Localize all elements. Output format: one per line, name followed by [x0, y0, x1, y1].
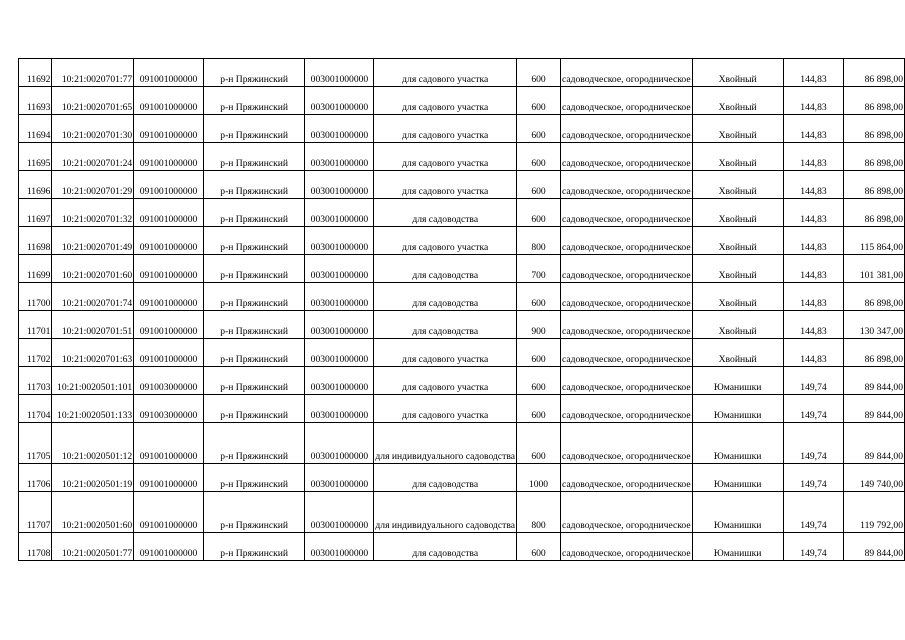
area-cell: 800	[517, 227, 561, 255]
okato-code-cell: 091001000000	[134, 115, 204, 143]
specific-value-cell: 144,83	[783, 311, 844, 339]
table-row	[19, 255, 905, 283]
settlement-cell: Юманишки	[692, 464, 783, 492]
row-number-cell: 11700	[19, 283, 52, 311]
table-row	[19, 311, 905, 339]
land-category-cell: садоводческое, огородническое	[561, 255, 693, 283]
specific-value-cell: 144,83	[783, 199, 844, 227]
row-number-cell: 11705	[19, 423, 52, 464]
cadastral-value-cell: 86 898,00	[844, 115, 905, 143]
cadastral-number-cell: 10:21:0020501:101	[52, 367, 134, 395]
specific-value-cell: 144,83	[783, 227, 844, 255]
table-row	[19, 492, 905, 533]
permitted-use-cell: для садоводства	[374, 199, 517, 227]
settlement-cell: Хвойный	[692, 283, 783, 311]
permitted-use-cell: для садового участка	[374, 115, 517, 143]
specific-value-cell: 149,74	[783, 395, 844, 423]
cadastral-value-cell: 86 898,00	[844, 87, 905, 115]
area-cell: 600	[517, 395, 561, 423]
land-category-cell: садоводческое, огородническое	[561, 115, 693, 143]
okato-code-cell: 091001000000	[134, 87, 204, 115]
area-cell: 600	[517, 87, 561, 115]
land-category-cell: садоводческое, огородническое	[561, 311, 693, 339]
specific-value-cell: 149,74	[783, 533, 844, 561]
table-row	[19, 59, 905, 87]
cadastral-number-cell: 10:21:0020701:49	[52, 227, 134, 255]
classifier-code-cell: 003001000000	[305, 367, 374, 395]
okato-code-cell: 091001000000	[134, 171, 204, 199]
cadastral-number-cell: 10:21:0020701:74	[52, 283, 134, 311]
classifier-code-cell: 003001000000	[305, 143, 374, 171]
table-row	[19, 533, 905, 561]
district-cell: р-н Пряжинский	[203, 311, 305, 339]
permitted-use-cell: для садового участка	[374, 87, 517, 115]
settlement-cell: Юманишки	[692, 367, 783, 395]
table-row	[19, 395, 905, 423]
classifier-code-cell: 003001000000	[305, 255, 374, 283]
classifier-code-cell: 003001000000	[305, 395, 374, 423]
district-cell: р-н Пряжинский	[203, 464, 305, 492]
area-cell: 600	[517, 59, 561, 87]
permitted-use-cell: для садового участка	[374, 395, 517, 423]
land-category-cell: садоводческое, огородническое	[561, 171, 693, 199]
area-cell: 600	[517, 143, 561, 171]
permitted-use-cell: для садоводства	[374, 311, 517, 339]
table-row	[19, 367, 905, 395]
okato-code-cell: 091003000000	[134, 367, 204, 395]
area-cell: 600	[517, 423, 561, 464]
district-cell: р-н Пряжинский	[203, 115, 305, 143]
specific-value-cell: 144,83	[783, 87, 844, 115]
okato-code-cell: 091001000000	[134, 533, 204, 561]
row-number-cell: 11694	[19, 115, 52, 143]
specific-value-cell: 149,74	[783, 492, 844, 533]
settlement-cell: Хвойный	[692, 171, 783, 199]
okato-code-cell: 091001000000	[134, 255, 204, 283]
land-category-cell: садоводческое, огородническое	[561, 339, 693, 367]
specific-value-cell: 144,83	[783, 283, 844, 311]
okato-code-cell: 091001000000	[134, 311, 204, 339]
land-category-cell: садоводческое, огородническое	[561, 199, 693, 227]
classifier-code-cell: 003001000000	[305, 492, 374, 533]
row-number-cell: 11693	[19, 87, 52, 115]
cadastral-value-cell: 130 347,00	[844, 311, 905, 339]
land-registry-table	[18, 58, 905, 561]
classifier-code-cell: 003001000000	[305, 199, 374, 227]
settlement-cell: Хвойный	[692, 115, 783, 143]
specific-value-cell: 149,74	[783, 464, 844, 492]
cadastral-value-cell: 86 898,00	[844, 199, 905, 227]
row-number-cell: 11707	[19, 492, 52, 533]
cadastral-number-cell: 10:21:0020501:133	[52, 395, 134, 423]
row-number-cell: 11701	[19, 311, 52, 339]
area-cell: 600	[517, 367, 561, 395]
permitted-use-cell: для садоводства	[374, 283, 517, 311]
land-category-cell: садоводческое, огородническое	[561, 367, 693, 395]
permitted-use-cell: для садового участка	[374, 171, 517, 199]
cadastral-value-cell: 86 898,00	[844, 171, 905, 199]
district-cell: р-н Пряжинский	[203, 227, 305, 255]
row-number-cell: 11698	[19, 227, 52, 255]
row-number-cell: 11692	[19, 59, 52, 87]
area-cell: 1000	[517, 464, 561, 492]
district-cell: р-н Пряжинский	[203, 395, 305, 423]
land-category-cell: садоводческое, огородническое	[561, 143, 693, 171]
cadastral-number-cell: 10:21:0020701:24	[52, 143, 134, 171]
district-cell: р-н Пряжинский	[203, 367, 305, 395]
okato-code-cell: 091001000000	[134, 227, 204, 255]
land-category-cell: садоводческое, огородническое	[561, 464, 693, 492]
settlement-cell: Хвойный	[692, 311, 783, 339]
okato-code-cell: 091001000000	[134, 492, 204, 533]
row-number-cell: 11699	[19, 255, 52, 283]
row-number-cell: 11702	[19, 339, 52, 367]
cadastral-value-cell: 89 844,00	[844, 423, 905, 464]
land-category-cell: садоводческое, огородническое	[561, 395, 693, 423]
table-row	[19, 143, 905, 171]
settlement-cell: Хвойный	[692, 227, 783, 255]
district-cell: р-н Пряжинский	[203, 87, 305, 115]
permitted-use-cell: для индивидуального садоводства	[374, 492, 517, 533]
district-cell: р-н Пряжинский	[203, 143, 305, 171]
specific-value-cell: 144,83	[783, 59, 844, 87]
settlement-cell: Юманишки	[692, 492, 783, 533]
cadastral-value-cell: 101 381,00	[844, 255, 905, 283]
cadastral-value-cell: 86 898,00	[844, 59, 905, 87]
row-number-cell: 11703	[19, 367, 52, 395]
table-body	[19, 59, 905, 561]
okato-code-cell: 091001000000	[134, 143, 204, 171]
settlement-cell: Юманишки	[692, 395, 783, 423]
settlement-cell: Хвойный	[692, 255, 783, 283]
permitted-use-cell: для садоводства	[374, 533, 517, 561]
cadastral-number-cell: 10:21:0020701:51	[52, 311, 134, 339]
land-category-cell: садоводческое, огородническое	[561, 227, 693, 255]
cadastral-number-cell: 10:21:0020501:12	[52, 423, 134, 464]
table-row	[19, 115, 905, 143]
permitted-use-cell: для садового участка	[374, 227, 517, 255]
cadastral-number-cell: 10:21:0020501:60	[52, 492, 134, 533]
row-number-cell: 11696	[19, 171, 52, 199]
classifier-code-cell: 003001000000	[305, 464, 374, 492]
cadastral-value-cell: 89 844,00	[844, 367, 905, 395]
cadastral-value-cell: 115 864,00	[844, 227, 905, 255]
classifier-code-cell: 003001000000	[305, 339, 374, 367]
district-cell: р-н Пряжинский	[203, 199, 305, 227]
classifier-code-cell: 003001000000	[305, 533, 374, 561]
district-cell: р-н Пряжинский	[203, 423, 305, 464]
cadastral-number-cell: 10:21:0020501:19	[52, 464, 134, 492]
row-number-cell: 11708	[19, 533, 52, 561]
land-category-cell: садоводческое, огородническое	[561, 423, 693, 464]
cadastral-value-cell: 119 792,00	[844, 492, 905, 533]
area-cell: 700	[517, 255, 561, 283]
settlement-cell: Юманишки	[692, 533, 783, 561]
classifier-code-cell: 003001000000	[305, 115, 374, 143]
cadastral-value-cell: 149 740,00	[844, 464, 905, 492]
okato-code-cell: 091001000000	[134, 423, 204, 464]
permitted-use-cell: для индивидуального садоводства	[374, 423, 517, 464]
row-number-cell: 11704	[19, 395, 52, 423]
district-cell: р-н Пряжинский	[203, 283, 305, 311]
settlement-cell: Хвойный	[692, 87, 783, 115]
specific-value-cell: 149,74	[783, 423, 844, 464]
cadastral-number-cell: 10:21:0020701:63	[52, 339, 134, 367]
cadastral-value-cell: 86 898,00	[844, 339, 905, 367]
area-cell: 600	[517, 171, 561, 199]
cadastral-value-cell: 86 898,00	[844, 283, 905, 311]
okato-code-cell: 091001000000	[134, 59, 204, 87]
cadastral-number-cell: 10:21:0020701:32	[52, 199, 134, 227]
okato-code-cell: 091001000000	[134, 339, 204, 367]
table-row	[19, 171, 905, 199]
table-row	[19, 87, 905, 115]
classifier-code-cell: 003001000000	[305, 423, 374, 464]
cadastral-value-cell: 86 898,00	[844, 143, 905, 171]
district-cell: р-н Пряжинский	[203, 492, 305, 533]
cadastral-number-cell: 10:21:0020701:30	[52, 115, 134, 143]
table-row	[19, 339, 905, 367]
cadastral-value-cell: 89 844,00	[844, 533, 905, 561]
settlement-cell: Хвойный	[692, 59, 783, 87]
row-number-cell: 11706	[19, 464, 52, 492]
area-cell: 800	[517, 492, 561, 533]
permitted-use-cell: для садового участка	[374, 143, 517, 171]
permitted-use-cell: для садового участка	[374, 339, 517, 367]
specific-value-cell: 144,83	[783, 143, 844, 171]
district-cell: р-н Пряжинский	[203, 255, 305, 283]
land-category-cell: садоводческое, огородническое	[561, 283, 693, 311]
table-row	[19, 227, 905, 255]
land-category-cell: садоводческое, огородническое	[561, 59, 693, 87]
row-number-cell: 11695	[19, 143, 52, 171]
land-category-cell: садоводческое, огородническое	[561, 533, 693, 561]
specific-value-cell: 144,83	[783, 171, 844, 199]
classifier-code-cell: 003001000000	[305, 87, 374, 115]
permitted-use-cell: для садоводства	[374, 464, 517, 492]
area-cell: 600	[517, 115, 561, 143]
okato-code-cell: 091001000000	[134, 283, 204, 311]
row-number-cell: 11697	[19, 199, 52, 227]
cadastral-number-cell: 10:21:0020501:77	[52, 533, 134, 561]
specific-value-cell: 144,83	[783, 115, 844, 143]
district-cell: р-н Пряжинский	[203, 339, 305, 367]
table-row	[19, 423, 905, 464]
district-cell: р-н Пряжинский	[203, 59, 305, 87]
cadastral-number-cell: 10:21:0020701:60	[52, 255, 134, 283]
settlement-cell: Хвойный	[692, 339, 783, 367]
area-cell: 600	[517, 283, 561, 311]
cadastral-number-cell: 10:21:0020701:77	[52, 59, 134, 87]
cadastral-value-cell: 89 844,00	[844, 395, 905, 423]
district-cell: р-н Пряжинский	[203, 533, 305, 561]
area-cell: 600	[517, 339, 561, 367]
classifier-code-cell: 003001000000	[305, 283, 374, 311]
classifier-code-cell: 003001000000	[305, 171, 374, 199]
okato-code-cell: 091001000000	[134, 464, 204, 492]
okato-code-cell: 091001000000	[134, 199, 204, 227]
land-category-cell: садоводческое, огородническое	[561, 87, 693, 115]
permitted-use-cell: для садоводства	[374, 255, 517, 283]
table-row	[19, 464, 905, 492]
specific-value-cell: 149,74	[783, 367, 844, 395]
settlement-cell: Хвойный	[692, 199, 783, 227]
land-category-cell: садоводческое, огородническое	[561, 492, 693, 533]
permitted-use-cell: для садового участка	[374, 367, 517, 395]
classifier-code-cell: 003001000000	[305, 311, 374, 339]
cadastral-number-cell: 10:21:0020701:29	[52, 171, 134, 199]
okato-code-cell: 091003000000	[134, 395, 204, 423]
classifier-code-cell: 003001000000	[305, 227, 374, 255]
area-cell: 600	[517, 199, 561, 227]
district-cell: р-н Пряжинский	[203, 171, 305, 199]
specific-value-cell: 144,83	[783, 255, 844, 283]
classifier-code-cell: 003001000000	[305, 59, 374, 87]
settlement-cell: Юманишки	[692, 423, 783, 464]
table-row	[19, 283, 905, 311]
area-cell: 900	[517, 311, 561, 339]
table-row	[19, 199, 905, 227]
cadastral-number-cell: 10:21:0020701:65	[52, 87, 134, 115]
specific-value-cell: 144,83	[783, 339, 844, 367]
permitted-use-cell: для садового участка	[374, 59, 517, 87]
area-cell: 600	[517, 533, 561, 561]
settlement-cell: Хвойный	[692, 143, 783, 171]
